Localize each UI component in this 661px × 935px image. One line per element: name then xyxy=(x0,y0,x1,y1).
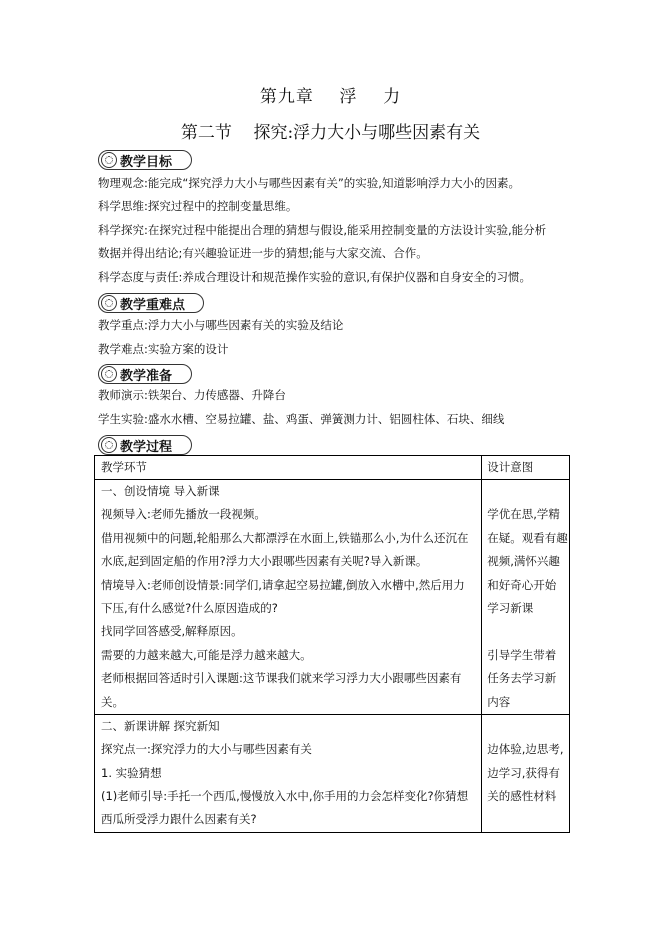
intent-line: 引导学生带着 xyxy=(487,647,557,662)
intent-line: 视频,满怀兴趣 xyxy=(487,554,560,569)
section-header-goals xyxy=(98,149,194,169)
intent-line xyxy=(482,808,569,831)
goal-line: 数据并得出结论;有兴趣验证进一步的猜想;能与大家交流、合作。 xyxy=(98,246,428,260)
table-row xyxy=(95,480,570,715)
section-header-prep xyxy=(98,363,194,383)
intent-line: 和好奇心开始 xyxy=(487,577,557,592)
prep-line: 学生实验:盛水水槽、空易拉罐、盐、鸡蛋、弹簧测力计、铝圆柱体、石块、细线 xyxy=(98,412,505,426)
stage-cell xyxy=(95,480,482,715)
stage-line: 情境导入:老师创设情景:同学们,请拿起空易拉罐,倒放入水槽中,然后用力 xyxy=(101,577,465,592)
section-header-process xyxy=(98,434,194,454)
prep-line: 教师演示:铁架台、力传感器、升降台 xyxy=(98,388,286,402)
stage-line: 西瓜所受浮力跟什么因素有关? xyxy=(101,812,257,827)
header-label: 教学过程 xyxy=(120,440,173,455)
goal-line: 科学思维:探究过程中的控制变量思维。 xyxy=(98,199,298,213)
chapter-title: 第九章 浮 力 xyxy=(259,87,402,107)
header-cell-right xyxy=(482,456,570,480)
intent-cell xyxy=(482,480,570,715)
intent-line xyxy=(482,715,569,738)
intent-line xyxy=(482,620,569,643)
stage-line: 老师根据回答适时引入课题:这节课我们就来学习浮力大小跟哪些因素有 xyxy=(101,671,462,686)
intent-line: 边体验,边思考, xyxy=(487,742,564,757)
stage-line: 视频导入:老师先播放一段视频。 xyxy=(101,507,266,522)
intent-line: 边学习,获得有 xyxy=(487,765,560,780)
table-row xyxy=(95,714,570,832)
intent-line: 内容 xyxy=(487,694,511,709)
intent-line: 在疑。观看有趣 xyxy=(487,530,568,545)
header-right-label: 设计意图 xyxy=(487,460,534,474)
keypoint-line: 教学重点:浮力大小与哪些因素有关的实验及结论 xyxy=(98,318,344,332)
header-cell-left xyxy=(95,456,482,480)
stage-line: 水底,起到固定船的作用?浮力大小跟哪些因素有关呢?导入新课。 xyxy=(101,554,428,569)
flower-icon xyxy=(101,366,117,382)
stage-line: 探究点一:探究浮力的大小与哪些因素有关 xyxy=(101,742,312,757)
stage-line: 借用视频中的问题,轮船那么大都漂浮在水面上,铁锚那么小,为什么还沉在 xyxy=(101,530,469,545)
goal-line: 物理观念:能完成“探究浮力大小与哪些因素有关”的实验,知道影响浮力大小的因素。 xyxy=(98,176,520,190)
header-label: 教学准备 xyxy=(120,369,173,384)
stage-line: 下压,有什么感觉?什么原因造成的? xyxy=(101,600,278,615)
stage-line: 1. 实验猜想 xyxy=(101,765,162,780)
header-label: 教学目标 xyxy=(120,155,173,170)
goal-line: 科学探究:在探究过程中能提出合理的猜想与假设,能采用控制变量的方法设计实验,能分析 xyxy=(98,223,547,237)
flower-icon xyxy=(101,295,117,311)
intent-line: 任务去学习新 xyxy=(487,671,557,686)
stage-line: (1)老师引导:手托一个西瓜,慢慢放入水中,你手用的力会怎样变化?你猜想 xyxy=(101,789,469,804)
stage-cell xyxy=(95,714,482,832)
intent-line xyxy=(482,480,569,503)
flower-icon xyxy=(101,437,117,453)
flower-icon xyxy=(101,152,117,168)
stage-line: 需要的力越来越大,可能是浮力越来越大。 xyxy=(101,647,312,662)
section-title: 第二节 探究:浮力大小与哪些因素有关 xyxy=(180,123,481,143)
header-label: 教学重难点 xyxy=(120,298,186,313)
stage-line: 找同学回答感受,解释原因。 xyxy=(101,624,243,639)
section-header-keypoints xyxy=(98,292,194,312)
header-left-label: 教学环节 xyxy=(101,460,147,474)
process-table xyxy=(94,455,570,833)
keypoint-line: 教学难点:实验方案的设计 xyxy=(98,342,229,356)
intent-line: 学优在思,学精 xyxy=(487,507,560,522)
goal-line: 科学态度与责任:养成合理设计和规范操作实验的意识,有保护仪器和自身安全的习惯。 xyxy=(98,270,532,284)
stage-line: 二、新课讲解 探究新知 xyxy=(101,718,220,733)
table-header-row xyxy=(95,456,570,480)
intent-line: 关的感性材料 xyxy=(487,789,557,804)
stage-line: 一、创设情境 导入新课 xyxy=(101,484,220,498)
intent-cell xyxy=(482,714,570,832)
intent-line: 学习新课 xyxy=(487,600,534,615)
stage-line: 关。 xyxy=(101,694,124,709)
